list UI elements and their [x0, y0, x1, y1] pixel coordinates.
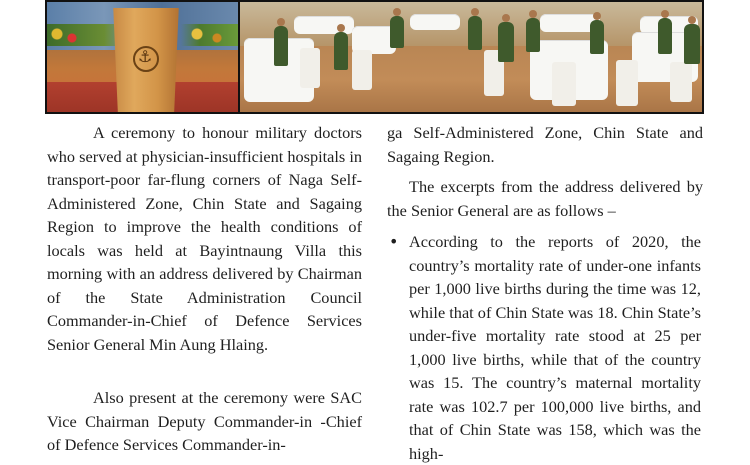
bullet-list-item — [387, 230, 703, 465]
guest — [590, 20, 604, 54]
guest — [334, 32, 348, 70]
chair — [300, 48, 320, 88]
guest — [390, 16, 404, 48]
podium-photo — [47, 2, 238, 114]
bullet-text: According to the reports of 2020, the country’s mortality rate of under-one infants per 1,000 live births during the time was 12, while that of Chin State was 18. Chin State’s under-five mortality rate stood at 25 per 1,000 live births, while that of the country was 15. The country’s maternal mortality rate was 102.7 per 100,000 live births, and that of Chin State was 158, which was the high- — [409, 232, 701, 463]
guest — [658, 18, 672, 54]
article-paragraph: Also present at the ceremony were SAC Vice Chairman Deputy Commander-in -Chief of Defence Services Commander-in- — [47, 388, 362, 454]
chair — [352, 50, 372, 90]
banquet-table — [410, 14, 460, 30]
article-paragraph: A ceremony to honour military doctors who served at physician-insufficient hospitals in transport-poor far-flung corners of Naga Self-Administered Zone, Chin State and Sagaing Region to improve the health conditions of locals was held at Bayintnaung Villa this morning with an address delivered by Chairman of the State Administration Council Commander-in-Chief of Defence Services Senior General Min Aung Hlaing. — [47, 123, 362, 354]
guest — [526, 18, 540, 52]
guest — [684, 24, 700, 64]
chair — [670, 62, 692, 102]
podium — [107, 8, 185, 114]
guest — [498, 22, 514, 62]
chair — [552, 62, 576, 106]
banquet-table — [294, 16, 354, 34]
banquet-photo — [240, 2, 704, 114]
emblem-icon — [133, 46, 159, 72]
article-paragraph: ga Self-Administered Zone, Chin State and Sagaing Region. — [387, 123, 703, 166]
chair — [616, 60, 638, 106]
guest — [274, 26, 288, 66]
article-paragraph: The excerpts from the address delivered by the Senior General are as follows – — [387, 177, 703, 220]
photo-strip — [45, 0, 704, 114]
bullet-icon: • — [389, 232, 399, 251]
guest — [468, 16, 482, 50]
